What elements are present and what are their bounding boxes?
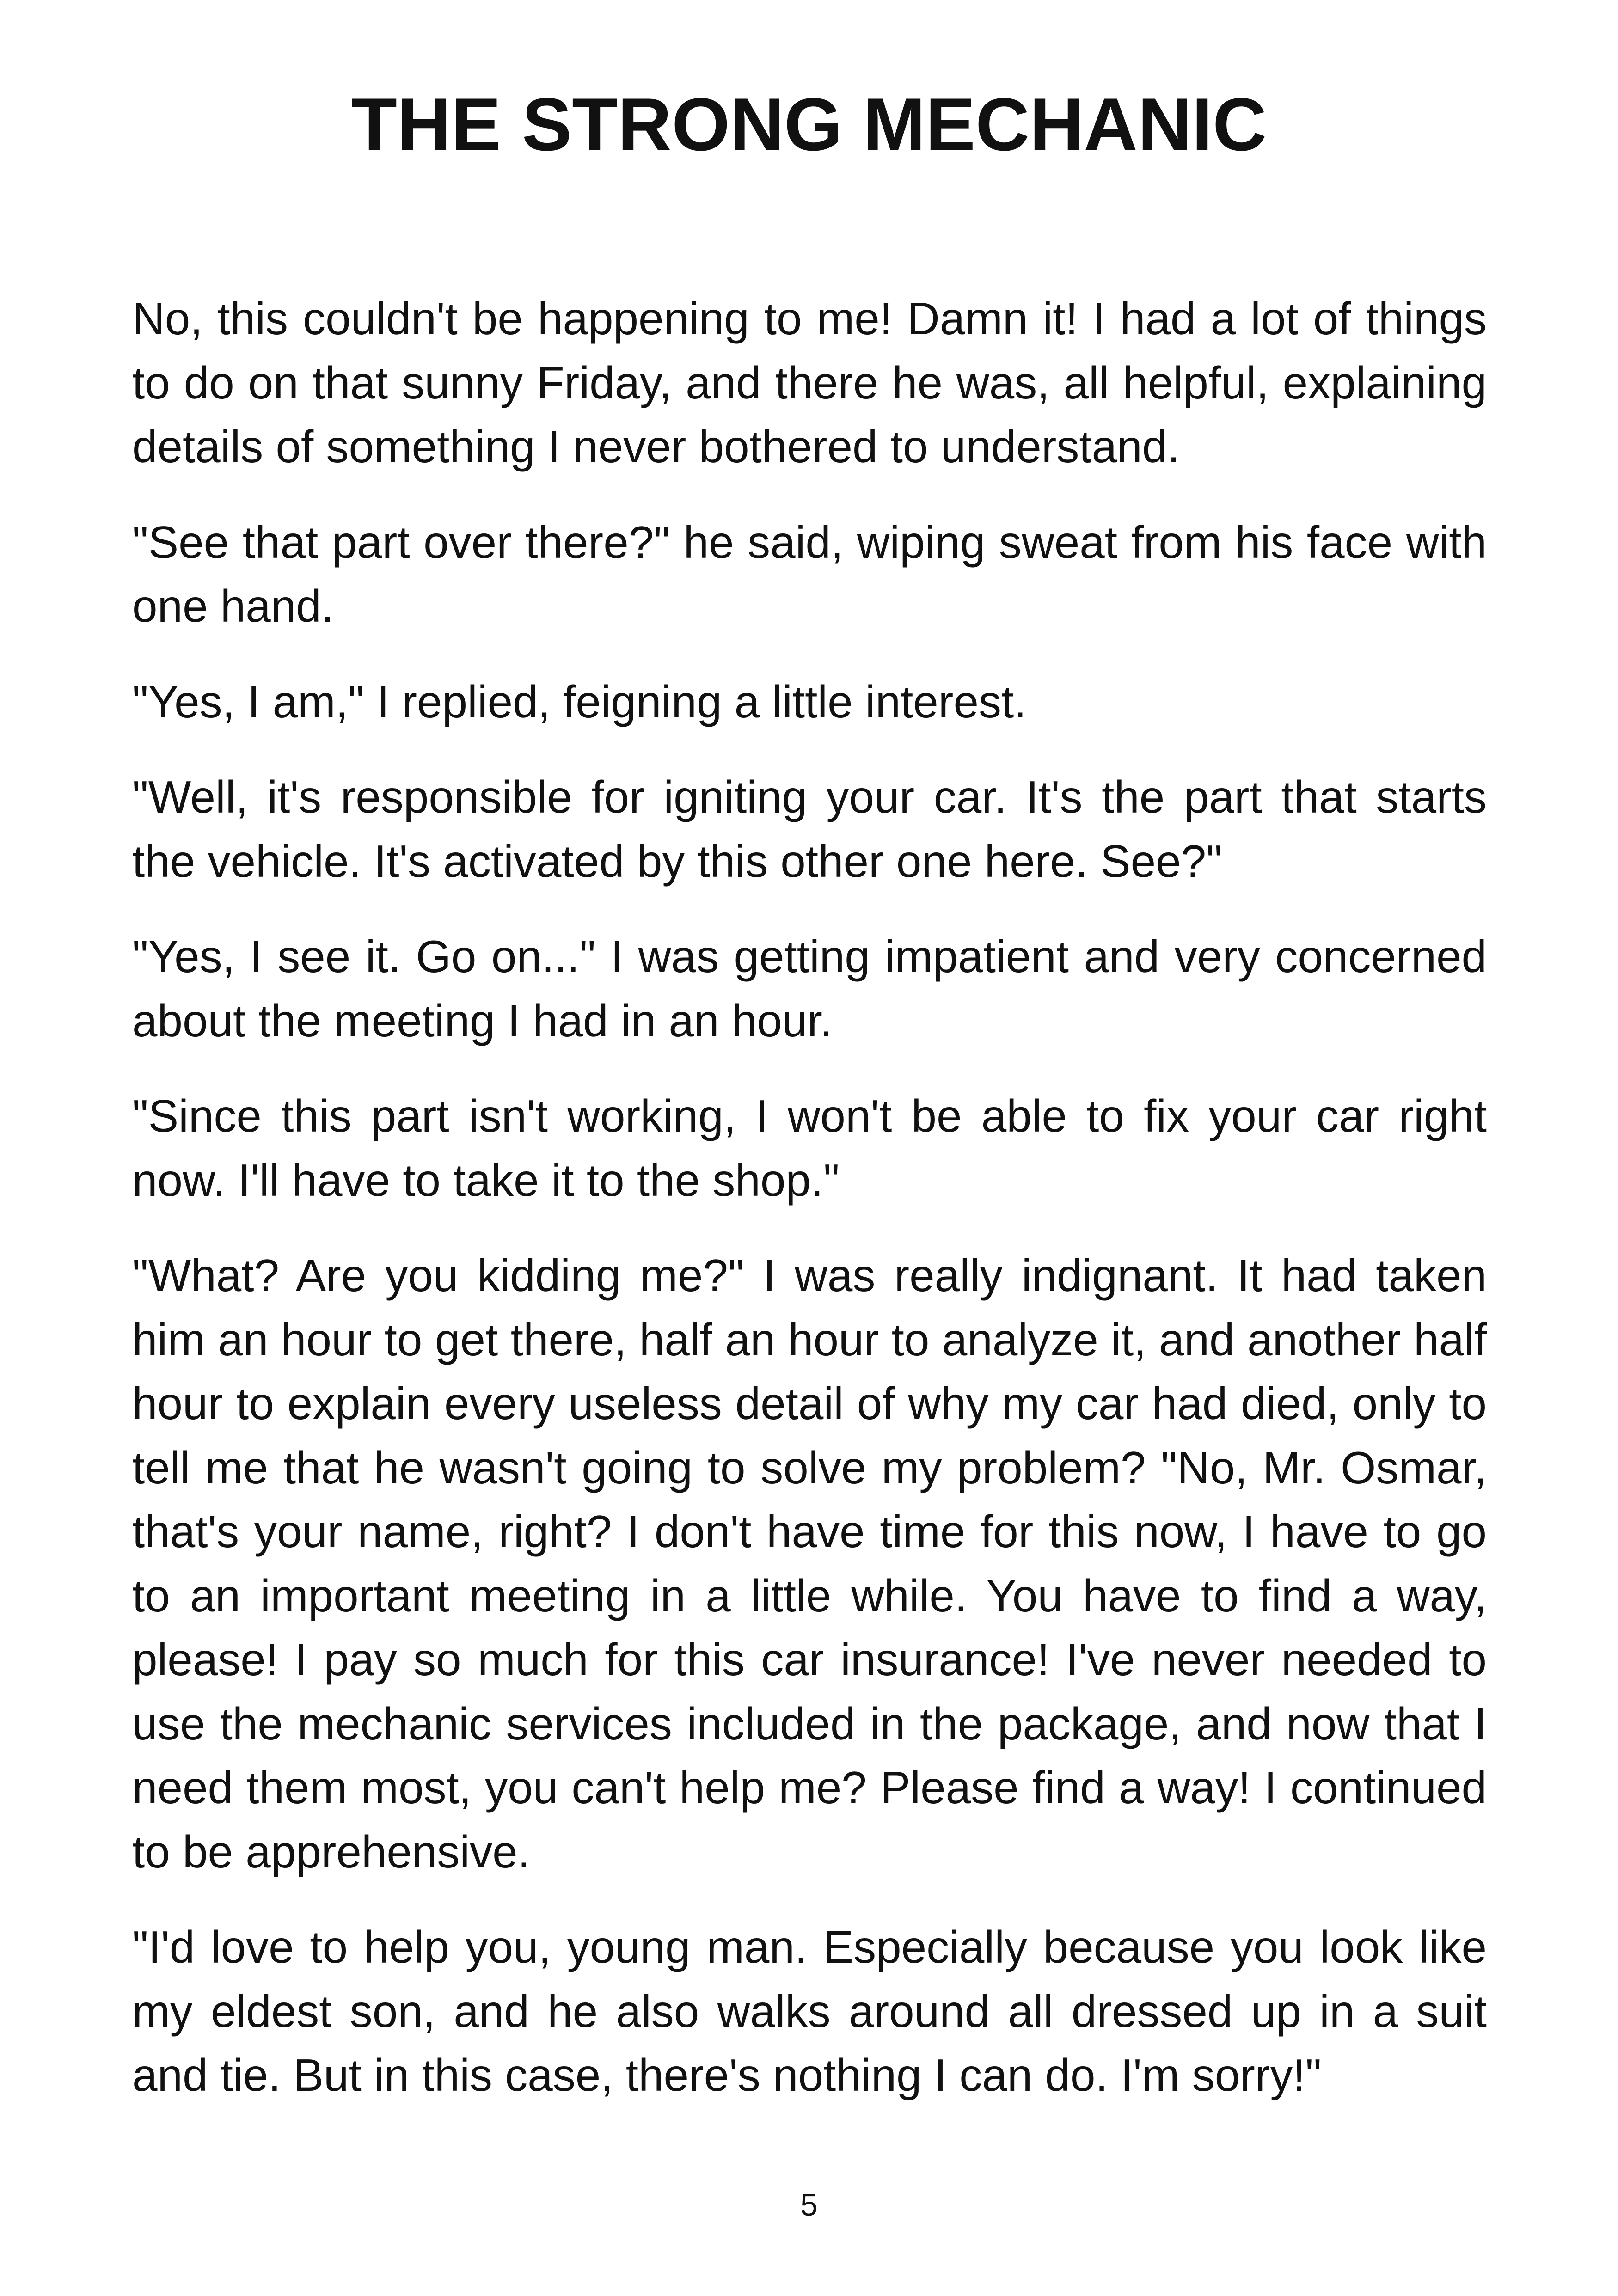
paragraph-2: "See that part over there?" he said, wiping sweat from his face with one hand.: [132, 516, 1487, 631]
paragraph-5: "Yes, I see it. Go on..." I was getting impatient and very concerned about the meeting I had in an hour.: [132, 931, 1487, 1046]
page-number: 5: [800, 2187, 818, 2223]
page-title: THE STRONG MECHANIC: [351, 83, 1267, 166]
story-body: [132, 287, 1487, 2139]
paragraph-4: "Well, it's responsible for igniting your car. It's the part that starts the vehicle. It's activated by this other one here. See?": [132, 771, 1487, 887]
paragraph-7: "What? Are you kidding me?" I was really indignant. It had taken him an hour to get there, half an hour to analyze it, and another half hour to explain every useless detail of why my car had died, only to tell me that he wasn't going to solve my problem? "No, Mr. Osmar, that's your name, right? I don't have time for this now, I have to go to an important meeting in a little while. You have to find a way, please! I pay so much for this car insurance! I've never needed to use the mechanic services included in the package, and now that I need them most, you can't help me? Please find a way! I continued to be apprehensive.: [132, 1250, 1487, 1877]
paragraph-6: "Since this part isn't working, I won't be able to fix your car right now. I'll have to take it to the shop.": [132, 1090, 1487, 1206]
paragraph-3: "Yes, I am," I replied, feigning a little interest.: [132, 676, 1027, 727]
paragraph-1: No, this couldn't be happening to me! Damn it! I had a lot of things to do on that sunny Friday, and there he was, all helpful, explaining details of something I never bothered to understand.: [132, 293, 1487, 472]
paragraph-8: "I'd love to help you, young man. Especially because you look like my eldest son, and he also walks around all dressed up in a suit and tie. But in this case, there's nothing I can do. I'm sorry!": [132, 1922, 1487, 2100]
